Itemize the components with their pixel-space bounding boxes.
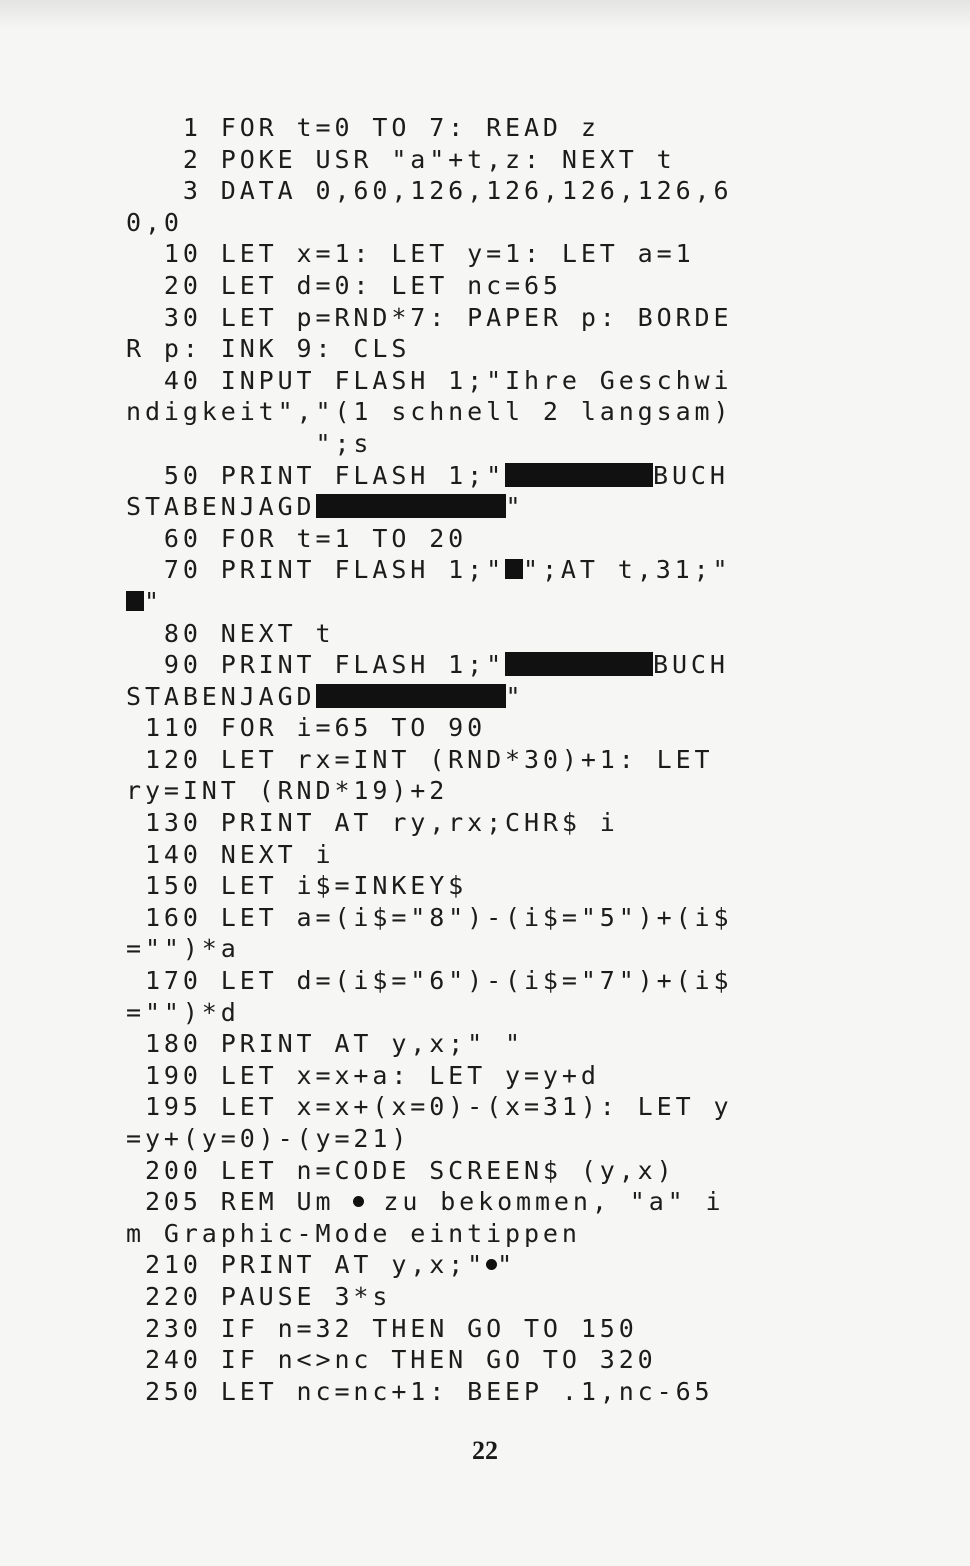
code-line: 195 LET x=x+(x=0)-(x=31): LET y — [126, 1092, 733, 1122]
code-line — [126, 649, 946, 681]
code-line: 150 LET i$=INKEY$ — [126, 871, 468, 901]
code-line: 170 LET d=(i$="6")-(i$="7")+(i$ — [126, 966, 733, 996]
code-line — [126, 554, 946, 586]
inverse-block — [316, 684, 506, 708]
code-line — [126, 491, 946, 523]
basic-program-listing — [126, 112, 946, 1407]
inverse-block — [505, 652, 653, 676]
code-line: 130 PRINT AT ry,rx;CHR$ i — [126, 808, 619, 838]
inverse-square — [505, 559, 523, 579]
scan-shadow — [0, 0, 970, 30]
code-line: 30 LET p=RND*7: PAPER p: BORDE — [126, 302, 733, 332]
code-line: 180 PRINT AT y,x;" " — [126, 1029, 524, 1059]
code-line: ndigkeit","(1 schnell 2 langsam) — [126, 397, 733, 427]
ball-graphic-icon — [486, 1259, 497, 1270]
code-line: 10 LET x=1: LET y=1: LET a=1 — [126, 239, 695, 269]
code-text: " — [505, 492, 525, 522]
inverse-block — [505, 463, 653, 487]
code-line: 3 DATA 0,60,126,126,126,126,6 — [126, 176, 733, 206]
code-line: 80 NEXT t — [126, 618, 335, 648]
code-text: zu bekommen, "a" i — [364, 1187, 725, 1217]
code-line: 40 INPUT FLASH 1;"Ihre Geschwi — [126, 365, 733, 395]
code-text: BUCH — [653, 650, 729, 680]
code-text: " — [497, 1250, 517, 1280]
code-line: 1 FOR t=0 TO 7: READ z — [126, 113, 600, 142]
code-text: 50 PRINT FLASH 1;" — [126, 460, 506, 490]
code-line: 20 LET d=0: LET nc=65 — [126, 270, 562, 300]
code-line: ="")*a — [126, 934, 240, 964]
code-line — [126, 586, 946, 618]
code-line: ="")*d — [126, 997, 240, 1027]
code-line: ";s — [126, 428, 373, 458]
code-text: ";AT t,31;" — [523, 555, 732, 585]
code-line: 160 LET a=(i$="8")-(i$="5")+(i$ — [126, 902, 733, 932]
code-line: =y+(y=0)-(y=21) — [126, 1124, 411, 1153]
inverse-square — [126, 591, 144, 611]
code-line: 140 NEXT i — [126, 839, 335, 869]
code-line: 2 POKE USR "a"+t,z: NEXT t — [126, 144, 676, 174]
inverse-block — [316, 494, 506, 518]
code-text: STABENJAGD — [126, 681, 316, 711]
code-line — [126, 681, 946, 713]
code-line: 230 IF n=32 THEN GO TO 150 — [126, 1313, 638, 1343]
code-line: 60 FOR t=1 TO 20 — [126, 523, 468, 553]
code-line: R p: INK 9: CLS — [126, 334, 411, 364]
code-text: " — [505, 681, 525, 711]
code-text: STABENJAGD — [126, 492, 316, 522]
code-line: 0,0 — [126, 207, 183, 237]
code-line: 220 PAUSE 3*s — [126, 1281, 392, 1311]
code-line: 120 LET rx=INT (RND*30)+1: LET — [126, 744, 714, 774]
code-text: 90 PRINT FLASH 1;" — [126, 650, 506, 680]
code-line: 240 IF n<>nc THEN GO TO 320 — [126, 1345, 657, 1375]
code-line: 250 LET nc=nc+1: BEEP .1,nc-65 — [126, 1376, 714, 1406]
code-text: " — [144, 586, 163, 616]
code-line: m Graphic-Mode eintippen — [126, 1218, 581, 1248]
code-line — [126, 1186, 946, 1218]
code-line — [126, 1249, 946, 1281]
code-line — [126, 460, 946, 492]
ball-graphic-icon — [353, 1196, 364, 1207]
code-line: ry=INT (RND*19)+2 — [126, 776, 449, 806]
code-line: 200 LET n=CODE SCREEN$ (y,x) — [126, 1155, 676, 1185]
code-line: 110 FOR i=65 TO 90 — [126, 713, 487, 743]
code-text: BUCH — [653, 460, 729, 490]
code-text: 210 PRINT AT y,x;" — [126, 1250, 487, 1280]
code-text: 70 PRINT FLASH 1;" — [126, 555, 506, 585]
page-number: 22 — [472, 1436, 498, 1465]
code-text: 205 REM Um — [126, 1187, 354, 1217]
code-line: 190 LET x=x+a: LET y=y+d — [126, 1060, 600, 1090]
